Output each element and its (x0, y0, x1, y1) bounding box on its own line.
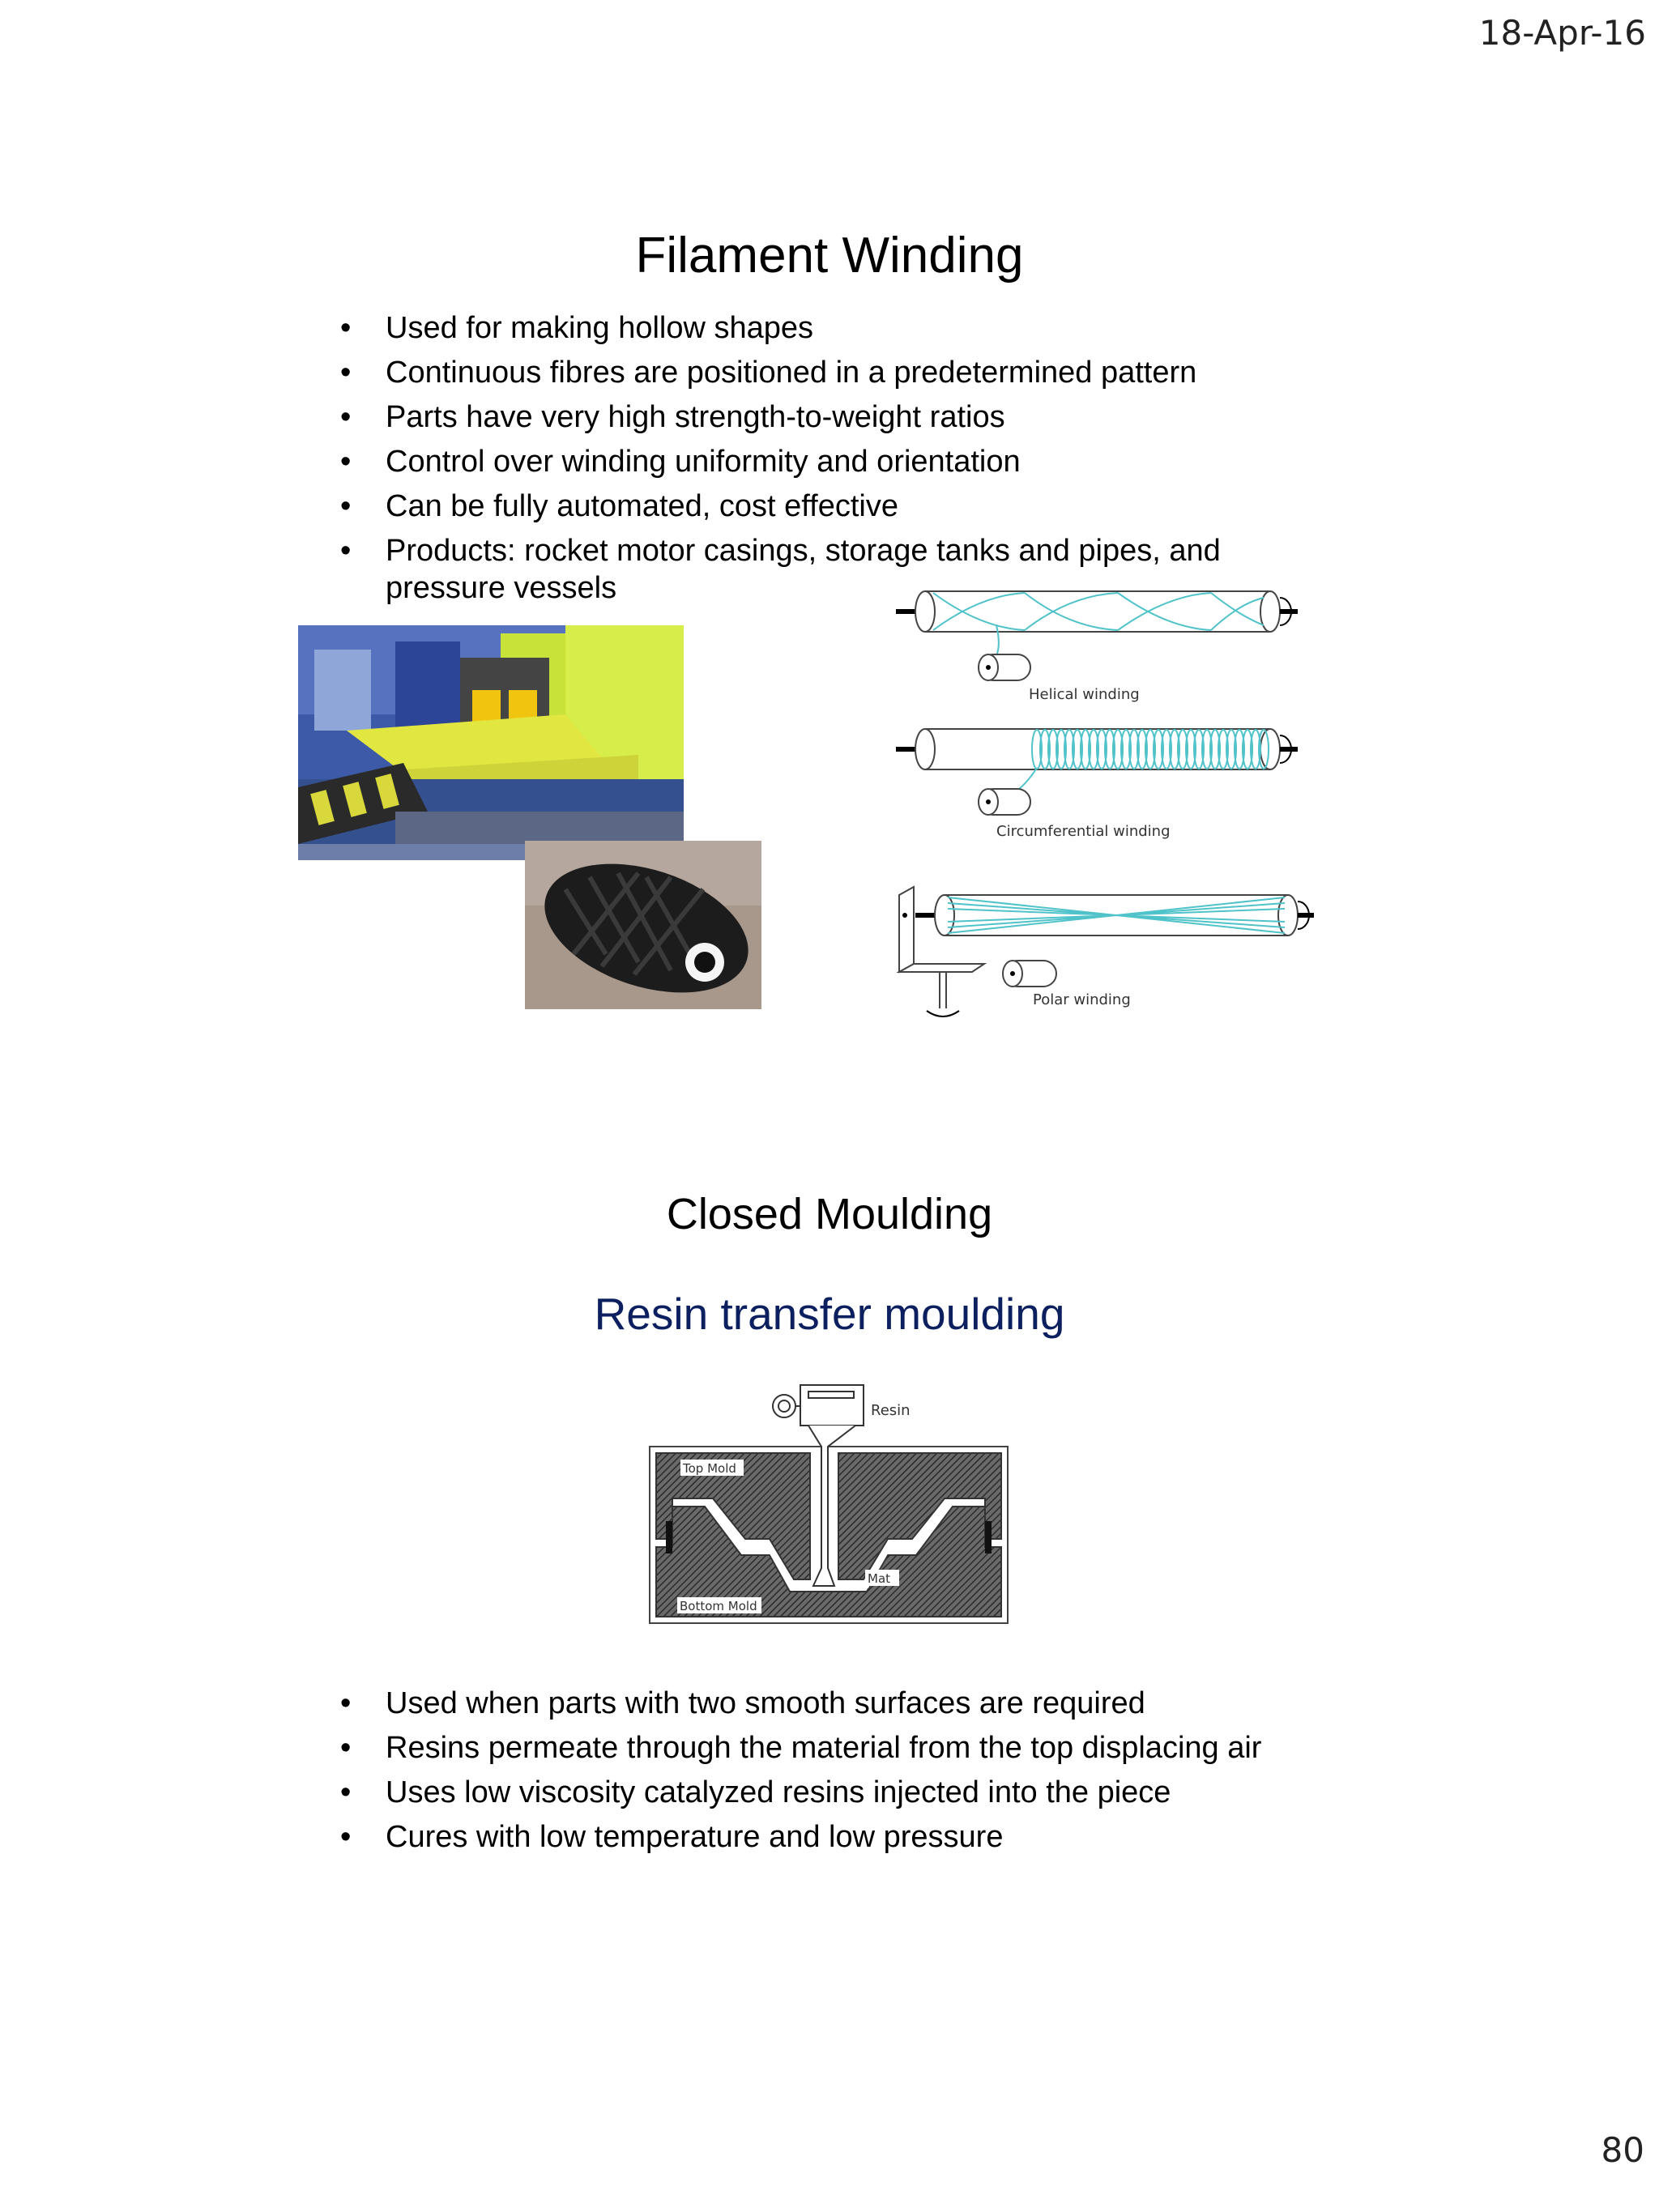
slide-date: 18-Apr-16 (1478, 13, 1646, 53)
winding-machine-photo (298, 625, 684, 860)
circumferential-winding-label: Circumferential winding (996, 823, 1171, 840)
filament-winding-title: Filament Winding (635, 228, 1024, 283)
bullet-item: • Uses low viscosity catalyzed resins injected into the piece (340, 1774, 1312, 1812)
bullet-item: • Can be fully automated, cost effective (340, 488, 1280, 526)
polar-winding-label: Polar winding (1033, 991, 1131, 1008)
bullet-item: • Used when parts with two smooth surfaces are required (340, 1685, 1312, 1723)
mat-label: Mat (868, 1571, 891, 1586)
page-number: 80 (1601, 2130, 1644, 2170)
bullet-item: • Parts have very high strength-to-weight ratios (340, 399, 1280, 437)
top-mold-label: Top Mold (683, 1461, 736, 1476)
polar-winding-illustration (899, 887, 1314, 1016)
bullet-item: • Continuous fibres are positioned in a predetermined pattern (340, 354, 1280, 392)
bullet-item: • Cures with low temperature and low pressure (340, 1818, 1312, 1856)
rtm-diagram (648, 1377, 1013, 1628)
bottom-mold-label: Bottom Mold (680, 1599, 757, 1613)
helical-winding-label: Helical winding (1029, 686, 1140, 703)
bullet-item: • Control over winding uniformity and orientation (340, 443, 1280, 481)
filament-winding-bullets (340, 309, 1280, 613)
bullet-item: • Used for making hollow shapes (340, 309, 1280, 347)
bullet-item: • Products: rocket motor casings, storage tanks and pipes, and pressure vessels (340, 532, 1280, 607)
resin-label: Resin (871, 1402, 911, 1419)
circumferential-winding-illustration (896, 729, 1298, 840)
bullet-item: • Resins permeate through the material from the top displacing air (340, 1729, 1312, 1767)
helical-winding-illustration (896, 591, 1298, 703)
circumferential-fiber-rings (1032, 730, 1269, 769)
closed-moulding-title: Closed Moulding (666, 1190, 993, 1238)
winding-patterns-diagram (883, 583, 1320, 1029)
rtm-subtitle: Resin transfer moulding (594, 1289, 1065, 1339)
closed-moulding-bullets (340, 1685, 1312, 1863)
composite-tank-photo (525, 841, 761, 1009)
